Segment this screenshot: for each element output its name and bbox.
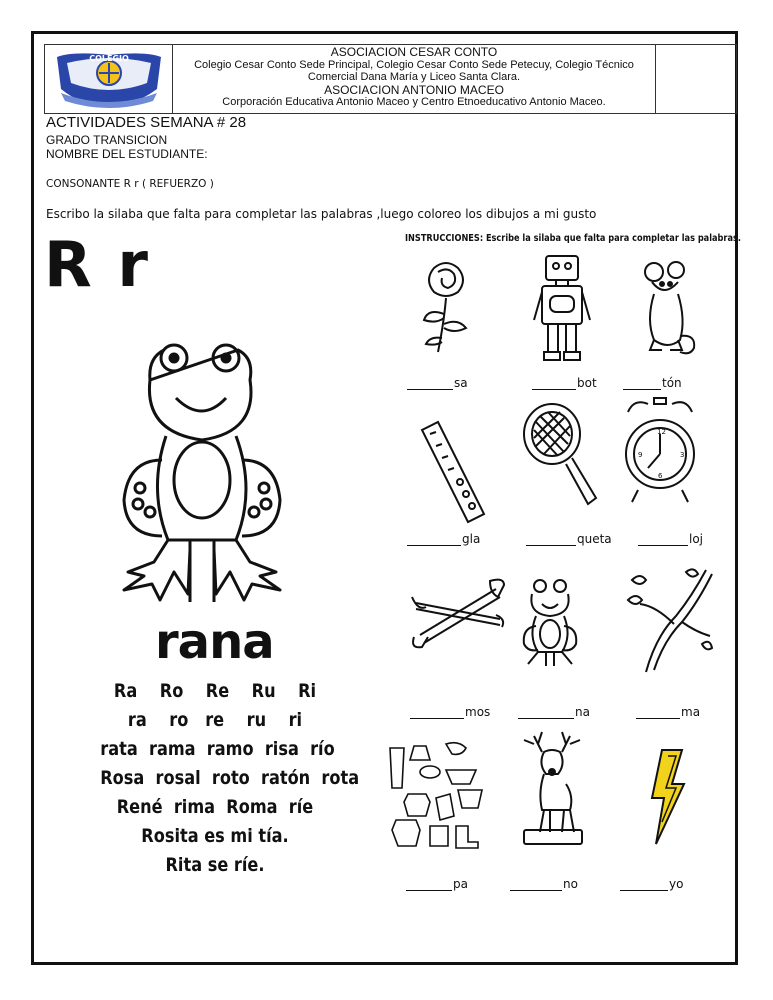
activities-title: ACTIVIDADES SEMANA # 28 [46, 114, 247, 131]
frog-icon [520, 578, 580, 670]
instruction-text: Escribo la silaba que falta para completar las palabras ,luego coloreo los dibujos a mi gusto [46, 207, 597, 221]
answer-blank-1[interactable]: sa [407, 376, 468, 390]
rana-word: rana [155, 614, 274, 670]
answer-blank-3[interactable]: tón [623, 376, 682, 390]
big-letters: R r [44, 228, 150, 301]
student-name-label: NOMBRE DEL ESTUDIANTE: [46, 147, 208, 161]
syllable-line-2: ra ro re ru ri [127, 709, 303, 731]
answer-blank-12[interactable]: yo [620, 877, 683, 891]
branch-icon [626, 566, 714, 676]
exercise-instructions: INSTRUCCIONES: Escribe la silaba que falta para completar las palabras. [405, 233, 742, 244]
robot-icon [532, 250, 592, 365]
header-text [173, 45, 656, 113]
answer-blank-10[interactable]: pa [406, 877, 468, 891]
org-title-2: ASOCIACION ANTONIO MACEO [324, 82, 504, 97]
header-empty-cell [656, 45, 736, 113]
svg-text:3: 3 [680, 451, 685, 459]
svg-text:COLEGIO: COLEGIO [88, 54, 129, 63]
logo-icon [53, 49, 165, 109]
syllable-line-1: Ra Ro Re Ru Ri [113, 680, 317, 702]
org-title-1: ASOCIACION CESAR CONTO [330, 45, 498, 59]
reindeer-icon [518, 730, 588, 848]
header-table [44, 44, 737, 114]
answer-blank-2[interactable]: bot [532, 376, 597, 390]
oars-icon [410, 575, 506, 651]
schools-line-1: Colegio Cesar Conto Sede Principal, Colegio Cesar Conto Sede Petecuy, Colegio Técnico [194, 58, 634, 71]
sentence-line-6: Rosita es mi tía. [141, 825, 289, 847]
clock-icon [624, 396, 696, 508]
schools-line-2: Corporación Educativa Antonio Maceo y Centro Etnoeducativo Antonio Maceo. [222, 96, 606, 108]
racket-icon [522, 400, 602, 508]
word-line-5: René rima Roma ríe [116, 796, 314, 818]
answer-blank-8[interactable]: na [518, 705, 590, 719]
svg-text:6: 6 [658, 472, 663, 480]
ruler-icon [418, 420, 488, 525]
sentence-line-7: Rita se ríe. [165, 854, 265, 876]
svg-text:12: 12 [657, 428, 666, 436]
svg-text:9: 9 [638, 451, 643, 459]
word-line-3: rata rama ramo risa río [100, 738, 335, 760]
answer-blank-6[interactable]: loj [638, 532, 703, 546]
clothes-icon [386, 742, 490, 850]
answer-blank-11[interactable]: no [510, 877, 578, 891]
rose-icon [418, 258, 474, 354]
consonant-label: CONSONANTE R r ( REFUERZO ) [46, 178, 214, 190]
schools-line-1b: Comercial Dana María y Liceo Santa Clara. [307, 71, 521, 83]
answer-blank-4[interactable]: gla [407, 532, 480, 546]
answer-blank-9[interactable]: ma [636, 705, 700, 719]
grade-label: GRADO TRANSICION [46, 133, 168, 147]
lightning-icon [648, 748, 686, 846]
answer-blank-7[interactable]: mos [410, 705, 490, 719]
big-frog-icon [118, 340, 288, 610]
word-line-4: Rosa rosal roto ratón rota [100, 767, 360, 789]
answer-blank-5[interactable]: queta [526, 532, 612, 546]
school-logo [45, 45, 173, 113]
mouse-icon [640, 260, 700, 358]
